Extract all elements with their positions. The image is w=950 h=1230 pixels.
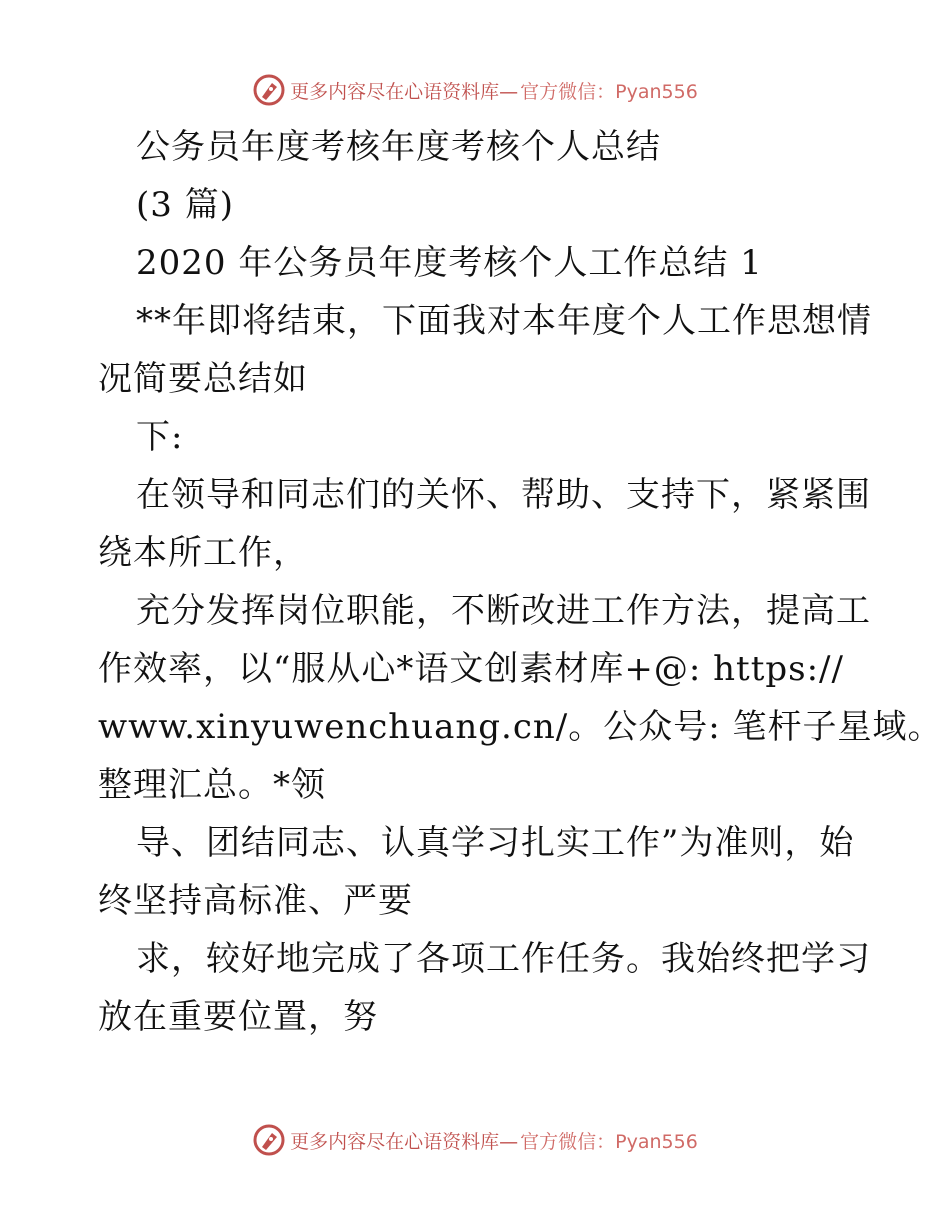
banner-text: 更多内容尽在心语资料库— [290,80,519,103]
pen-nib-logo-icon [252,73,286,107]
text-line: www.xinyuwenchuang.cn/。公众号: 笔杆子星域。 [98,707,943,747]
text-line: 下: [136,417,184,457]
document-body [98,118,943,1046]
text-line: 整理汇总。*领 [98,765,326,805]
footer-watermark-banner [0,1120,950,1160]
text-line: 在领导和同志们的关怀、帮助、支持下，紧紧围 [136,475,871,515]
text-line: 况简要总结如 [98,359,308,399]
text-line: 导、团结同志、认真学习扎实工作”为准则，始 [136,823,855,863]
text-line: 放在重要位置，努 [98,997,378,1037]
text-line: 公务员年度考核年度考核个人总结 [136,127,661,167]
text-line: 作效率，以“服从心*语文创素材库+@: https:// [98,649,844,689]
text-line: 绕本所工作， [98,533,308,573]
text-line: 2020 年公务员年度考核个人工作总结 1 [136,243,763,283]
banner-wechat-text: 官方微信：Pyan556 [520,1130,698,1153]
pen-nib-logo-icon [252,1123,286,1157]
text-line: **年即将结束，下面我对本年度个人工作思想情 [136,301,872,341]
text-line: (3 篇) [136,185,234,225]
header-watermark-banner [0,70,950,110]
banner-text: 更多内容尽在心语资料库— [290,1130,519,1153]
banner-wechat-text: 官方微信：Pyan556 [520,80,698,103]
text-line: 求，较好地完成了各项工作任务。我始终把学习 [136,939,871,979]
text-line: 终坚持高标准、严要 [98,881,413,921]
text-line: 充分发挥岗位职能，不断改进工作方法，提高工 [136,591,871,631]
